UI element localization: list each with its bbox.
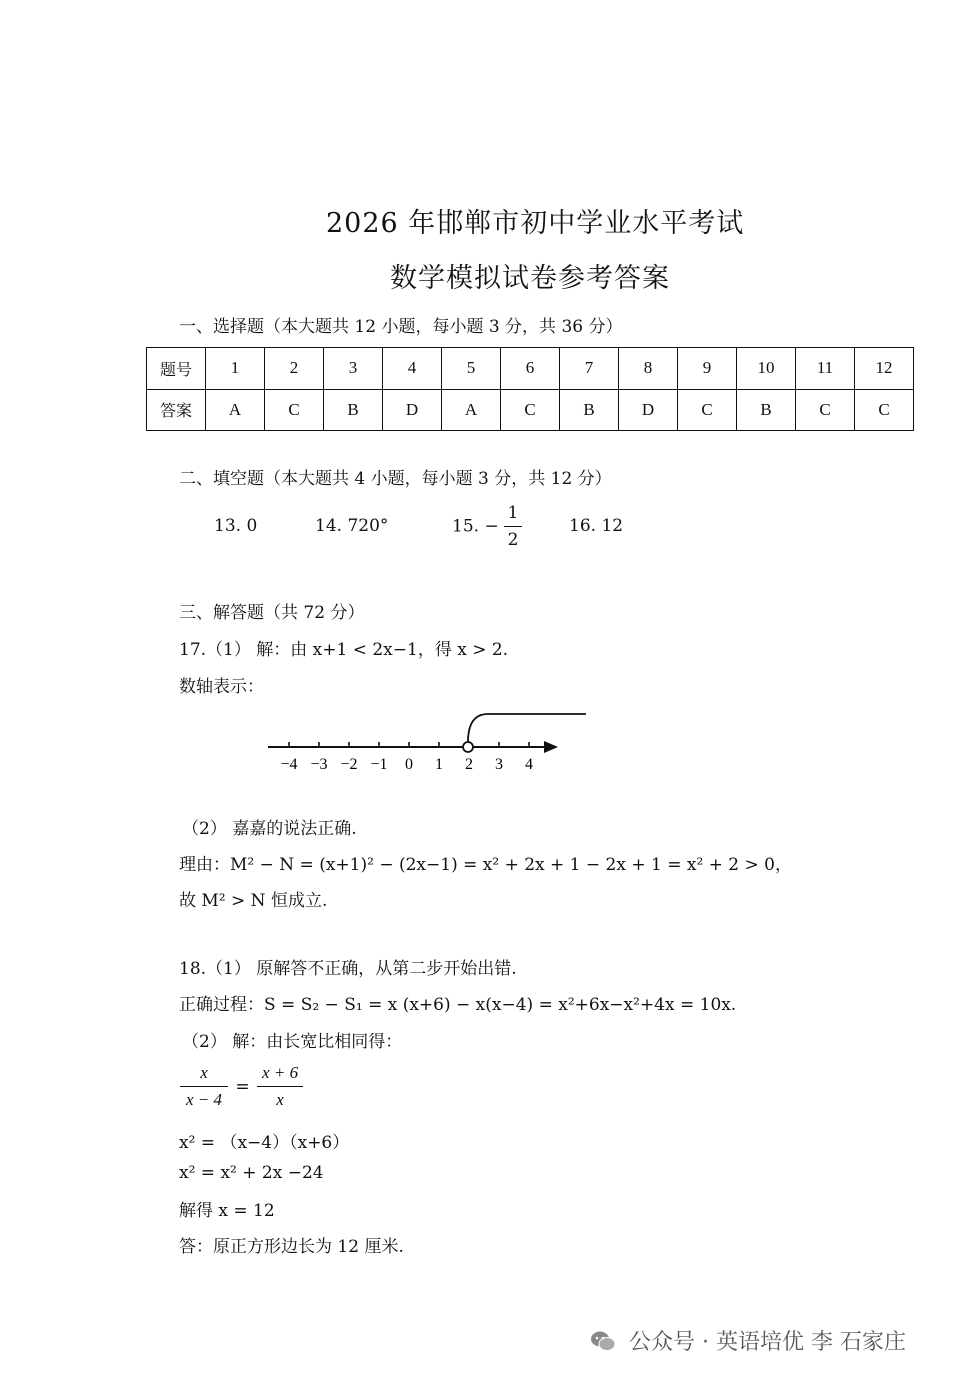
solution-step-3: 解得 x = 12 bbox=[179, 1201, 275, 1221]
fraction bbox=[180, 1060, 228, 1113]
solution-step-1: x² = （x−4）（x+6） bbox=[179, 1133, 350, 1153]
watermark bbox=[590, 1325, 906, 1356]
tick-label: −3 bbox=[310, 756, 328, 773]
watermark-text: 公众号 · 英语培优 李 石家庄 bbox=[629, 1330, 906, 1355]
fraction-numerator: 1 bbox=[507, 503, 519, 523]
table-cell: 2 bbox=[265, 348, 324, 390]
table-cell: A bbox=[442, 389, 501, 431]
number-line-caption: 数轴表示： bbox=[179, 677, 264, 697]
answer-14: 14. 720° bbox=[315, 516, 389, 536]
table-cell: C bbox=[265, 389, 324, 431]
table-cell: 12 bbox=[855, 348, 914, 390]
answer-table bbox=[146, 347, 914, 431]
table-cell: B bbox=[324, 389, 383, 431]
table-cell: C bbox=[855, 389, 914, 431]
q17-part1: 17.（1） 解：由 x+1 < 2x−1，得 x > 2. bbox=[179, 640, 509, 660]
equals-sign: = bbox=[235, 1076, 250, 1097]
tick-label: 2 bbox=[465, 756, 473, 773]
q18-part1: 18.（1） 原解答不正确，从第二步开始出错. bbox=[179, 959, 517, 979]
table-cell: C bbox=[501, 389, 560, 431]
section2-heading: 二、填空题（本大题共 4 小题，每小题 3 分，共 12 分） bbox=[179, 469, 612, 489]
section3-heading: 三、解答题（共 72 分） bbox=[179, 603, 365, 623]
number-line bbox=[260, 705, 600, 785]
table-cell: D bbox=[383, 389, 442, 431]
q17-part2-reason: 理由：M² − N = (x+1)² − (2x−1) = x² + 2x + 1 − 2x + 1 = x² + 2 > 0， bbox=[179, 855, 792, 875]
table-cell: 10 bbox=[737, 348, 796, 390]
page-subtitle: 数学模拟试卷参考答案 bbox=[390, 263, 670, 294]
table-row bbox=[147, 348, 914, 390]
fraction-denominator: x − 4 bbox=[185, 1090, 223, 1109]
q18-part1-process: 正确过程：S = S₂ − S₁ = x (x+6) − x(x−4) = x²+6x−x²+4x = 10x. bbox=[179, 995, 737, 1015]
table-cell: 1 bbox=[206, 348, 265, 390]
q18-part2: （2） 解：由长宽比相同得： bbox=[182, 1032, 403, 1052]
section1-heading: 一、选择题（本大题共 12 小题，每小题 3 分，共 36 分） bbox=[179, 317, 623, 337]
table-cell: 11 bbox=[796, 348, 855, 390]
table-cell: 5 bbox=[442, 348, 501, 390]
table-cell: B bbox=[737, 389, 796, 431]
row-label: 题号 bbox=[147, 348, 206, 390]
fraction-numerator: x + 6 bbox=[262, 1063, 299, 1082]
q17-part2: （2） 嘉嘉的说法正确. bbox=[182, 819, 357, 839]
fraction-denominator: x bbox=[276, 1090, 284, 1109]
table-cell: C bbox=[678, 389, 737, 431]
fraction bbox=[257, 1060, 303, 1113]
fraction bbox=[504, 500, 522, 553]
table-cell: C bbox=[796, 389, 855, 431]
table-cell: B bbox=[560, 389, 619, 431]
table-cell: 7 bbox=[560, 348, 619, 390]
table-cell: 6 bbox=[501, 348, 560, 390]
tick-label: 0 bbox=[405, 756, 413, 773]
table-cell: 4 bbox=[383, 348, 442, 390]
table-cell: D bbox=[619, 389, 678, 431]
table-cell: 9 bbox=[678, 348, 737, 390]
tick-label: −4 bbox=[280, 756, 298, 773]
fraction-numerator: x bbox=[200, 1063, 208, 1082]
wechat-icon bbox=[590, 1330, 616, 1352]
final-answer: 答：原正方形边长为 12 厘米. bbox=[179, 1237, 404, 1257]
page-title: 2026 年邯郸市初中学业水平考试 bbox=[326, 208, 745, 239]
table-cell: 3 bbox=[324, 348, 383, 390]
answer-15-label: 15. − bbox=[452, 516, 499, 537]
answer-13: 13. 0 bbox=[214, 516, 258, 536]
row-label: 答案 bbox=[147, 389, 206, 431]
answer-15 bbox=[452, 500, 522, 553]
table-row bbox=[147, 389, 914, 431]
tick-label: 4 bbox=[525, 756, 533, 773]
open-circle bbox=[463, 742, 473, 752]
tick-label: −1 bbox=[370, 756, 388, 773]
fraction-denominator: 2 bbox=[507, 530, 519, 550]
tick-label: 3 bbox=[495, 756, 503, 773]
proportion-equation bbox=[180, 1060, 303, 1113]
table-cell: A bbox=[206, 389, 265, 431]
answer-16: 16. 12 bbox=[569, 516, 624, 536]
solution-step-2: x² = x² + 2x −24 bbox=[179, 1163, 324, 1183]
solution-ray bbox=[468, 714, 586, 742]
tick-label: −2 bbox=[340, 756, 358, 773]
arrow-icon bbox=[544, 741, 558, 753]
tick-label: 1 bbox=[435, 756, 443, 773]
q17-part2-conclusion: 故 M² > N 恒成立. bbox=[179, 891, 328, 911]
table-cell: 8 bbox=[619, 348, 678, 390]
